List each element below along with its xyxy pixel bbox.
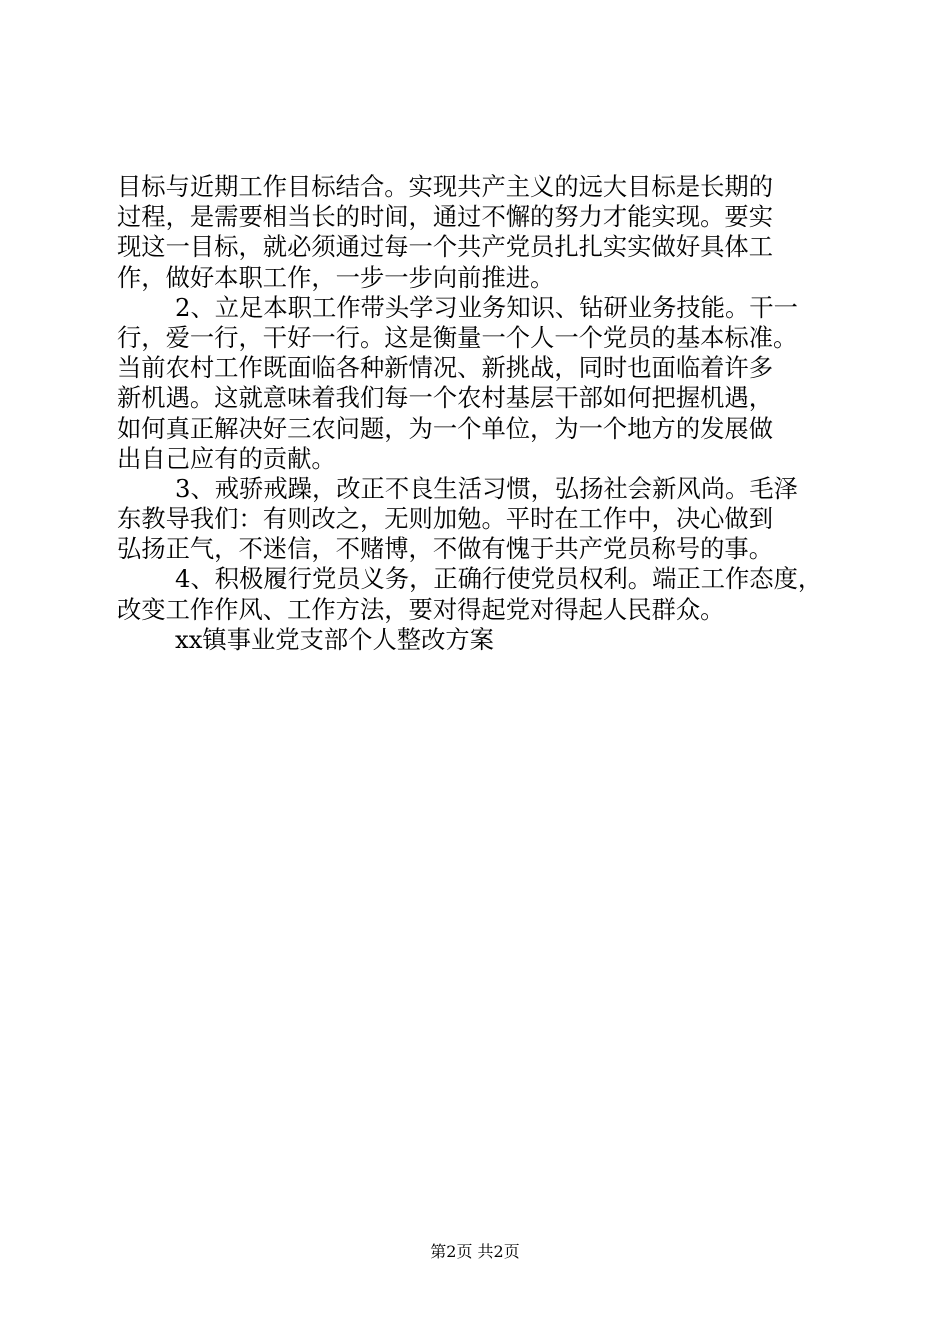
page-number-label: 第2页 共2页 bbox=[430, 1242, 520, 1261]
paragraph-3-first-line: 3、戒骄戒躁，改正不良生活习惯，弘扬社会新风尚。毛泽 bbox=[175, 473, 798, 503]
text-line: 当前农村工作既面临各种新情况、新挑战，同时也面临着许多 bbox=[117, 353, 774, 383]
paragraph-4-first-line: 4、积极履行党员义务，正确行使党员权利。端正工作态度， bbox=[175, 564, 823, 594]
text-line: 现这一目标，就必须通过每一个共产党员扎扎实实做好具体工 bbox=[117, 232, 774, 262]
text-line: 新机遇。这就意味着我们每一个农村基层干部如何把握机遇， bbox=[117, 383, 774, 413]
text-line: 出自己应有的贡献。 bbox=[117, 443, 336, 473]
page-footer bbox=[0, 1242, 950, 1262]
document-body bbox=[117, 172, 837, 655]
text-line: 东教导我们：有则改之，无则加勉。平时在工作中，决心做到 bbox=[117, 504, 774, 534]
document-title-line: xx镇事业党支部个人整改方案 bbox=[175, 624, 494, 654]
text-line: 过程，是需要相当长的时间，通过不懈的努力才能实现。要实 bbox=[117, 202, 774, 232]
text-line: 行，爱一行，干好一行。这是衡量一个人一个党员的基本标准。 bbox=[117, 322, 798, 352]
paragraph-2-first-line: 2、立足本职工作带头学习业务知识、钻研业务技能。干一 bbox=[175, 292, 798, 322]
text-line: 如何真正解决好三农问题，为一个单位，为一个地方的发展做 bbox=[117, 413, 774, 443]
text-line: 目标与近期工作目标结合。实现共产主义的远大目标是长期的 bbox=[117, 172, 774, 201]
text-line: 作，做好本职工作，一步一步向前推进。 bbox=[117, 262, 555, 292]
text-line: 弘扬正气，不迷信，不赌博，不做有愧于共产党员称号的事。 bbox=[117, 534, 774, 564]
text-line: 改变工作作风、工作方法，要对得起党对得起人民群众。 bbox=[117, 594, 725, 624]
